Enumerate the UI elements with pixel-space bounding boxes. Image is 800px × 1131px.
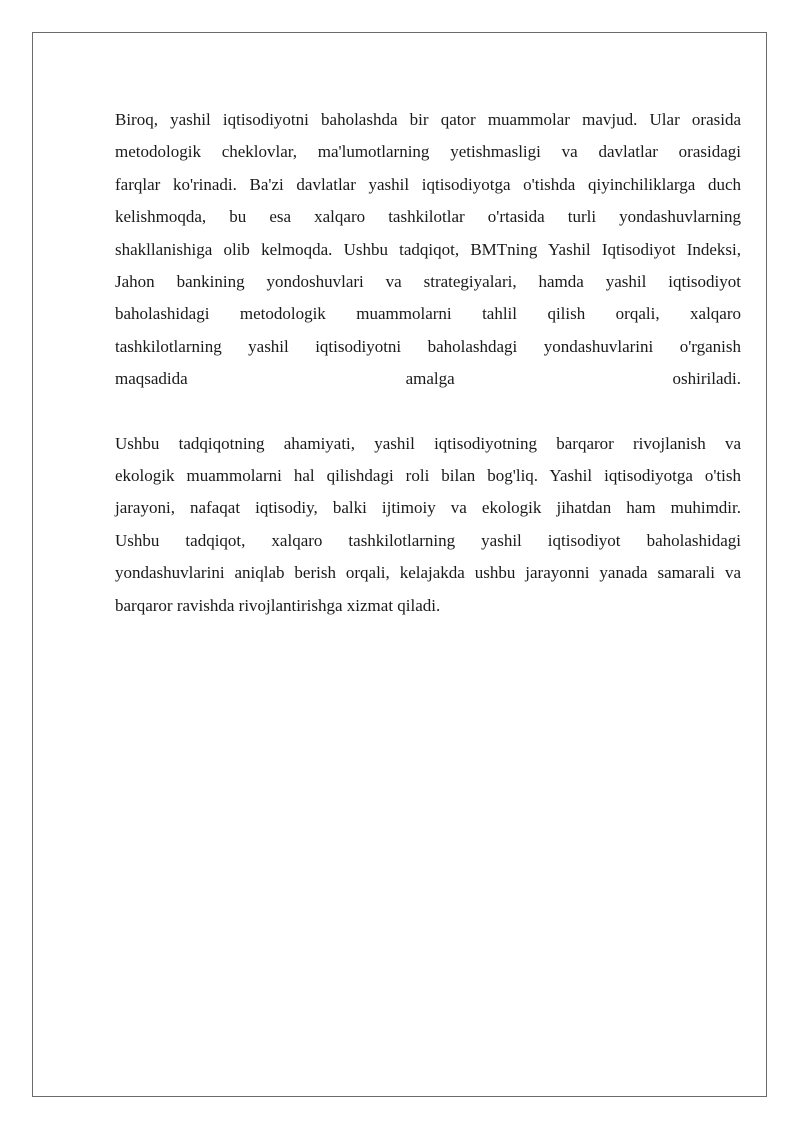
paragraph-line: metodologik cheklovlar, ma'lumotlarning yetishmasligi va davlatlar orasidagi: [115, 142, 741, 162]
paragraph-line: kelishmoqda, bu esa xalqaro tashkilotlar o'rtasida turli yondashuvlarning: [115, 207, 741, 227]
paragraph-line: barqaror ravishda rivojlantirishga xizmat qiladi.: [115, 595, 441, 615]
paragraph-line: ekologik muammolarni hal qilishdagi roli bilan bog'liq. Yashil iqtisodiyotga o'tish: [115, 466, 741, 486]
paragraph-line: shakllanishiga olib kelmoqda. Ushbu tadqiqot, BMTning Yashil Iqtisodiyot Indeksi,: [115, 239, 741, 259]
paragraph-line: Jahon bankining yondoshuvlari va strategiyalari, hamda yashil iqtisodiyot: [115, 272, 741, 292]
paragraph-line: tashkilotlarning yashil iqtisodiyotni baholashdagi yondashuvlarini o'rganish: [115, 336, 741, 356]
paragraph-line: jarayoni, nafaqat iqtisodiy, balki ijtimoiy va ekologik jihatdan ham muhimdir.: [115, 498, 741, 518]
paragraph-1: [115, 104, 741, 396]
paragraph-line: farqlar ko'rinadi. Ba'zi davlatlar yashil iqtisodiyotga o'tishda qiyinchiliklarga duch: [115, 174, 741, 194]
document-body: [115, 104, 741, 622]
paragraph-line: Ushbu tadqiqot, xalqaro tashkilotlarning yashil iqtisodiyot baholashidagi: [115, 530, 741, 550]
paragraph-line: Biroq, yashil iqtisodiyotni baholashda bir qator muammolar mavjud. Ular orasida: [115, 110, 741, 129]
paragraph-spacer: [115, 396, 741, 428]
paragraph-line: maqsadida amalga oshiriladi.: [115, 369, 741, 389]
paragraph-line: Ushbu tadqiqotning ahamiyati, yashil iqtisodiyotning barqaror rivojlanish va: [115, 433, 741, 453]
paragraph-2: [115, 428, 741, 622]
paragraph-line: baholashidagi metodologik muammolarni tahlil qilish orqali, xalqaro: [115, 304, 741, 324]
paragraph-line: yondashuvlarini aniqlab berish orqali, kelajakda ushbu jarayonni yanada samarali va: [115, 563, 741, 583]
